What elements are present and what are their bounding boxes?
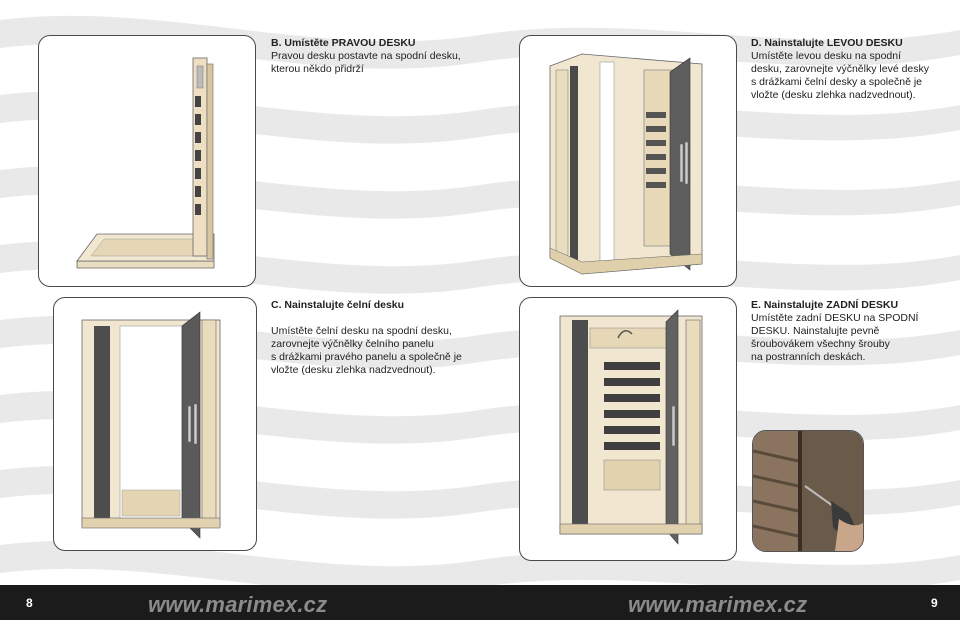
website-link-left[interactable]: www.marimex.cz	[148, 592, 328, 617]
page-number-left: 8	[26, 596, 33, 610]
step-b-title: B. Umístěte PRAVOU DESKU	[271, 37, 416, 49]
illustration-step-b	[38, 35, 256, 287]
footer-bar	[0, 585, 960, 620]
website-link-right[interactable]: www.marimex.cz	[628, 592, 808, 617]
step-b-body: Pravou desku postavte na spodní desku, kterou někdo přidrží	[271, 50, 461, 75]
step-c-title: C. Nainstalujte čelní desku	[271, 299, 405, 311]
step-c-body: Umístěte čelní desku na spodní desku, zarovnejte výčnělky čelního panelu s drážkami pravého panelu a společně je vložte (desku zlehka nadzvednout).	[271, 325, 462, 376]
step-e-text	[751, 299, 918, 364]
step-e-title: E. Nainstalujte ZADNÍ DESKU	[751, 299, 899, 311]
illustration-step-e	[519, 297, 737, 561]
page-number-right: 9	[931, 596, 938, 610]
step-d-body: Umístěte levou desku na spodní desku, zarovnejte výčnělky levé desky s drážkami čelní desky a společně je vložte (desku zlehka nadzvednout).	[751, 50, 930, 101]
screwdriver-photo	[752, 430, 864, 552]
step-b-text	[271, 37, 461, 76]
illustration-step-d	[519, 35, 737, 287]
illustration-step-c	[53, 297, 257, 551]
step-e-body: Umístěte zadní DESKU na SPODNÍ DESKU. Nainstalujte pevně šroubovákem všechny šrouby na postranních deskách.	[751, 312, 919, 363]
step-c-text	[271, 299, 462, 377]
step-d-title: D. Nainstalujte LEVOU DESKU	[751, 37, 903, 49]
step-d-text	[751, 37, 929, 102]
